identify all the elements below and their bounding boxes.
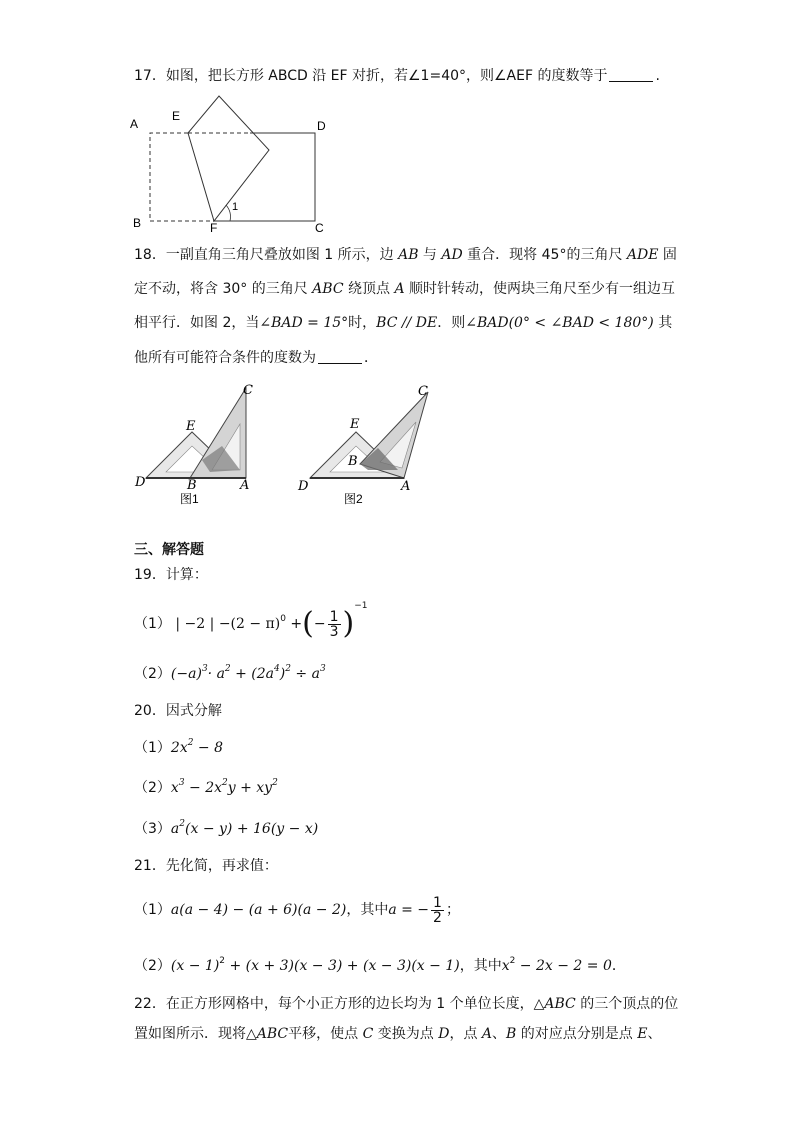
q18-line1: 18．一副直角三角尺叠放如图 1 所示，边 AB 与 AD 重合．现将 45°的三角尺 ADE 固 [134,247,677,263]
q19-part2: $(2)(-a)^3\cdot a^2 + (2a^4)^2 \div a^3$ [134,664,326,682]
fig1-label-A: A [240,478,250,493]
q17-dashed-edge [150,133,214,221]
q17-label-F: F [210,221,218,232]
q17-folded-shape [188,96,269,221]
q17-label-B: B [133,216,142,230]
fig2-label-C: C [418,384,428,399]
q22-line2: 置如图所示．现将△ABC平移，使点 C 变换为点 D，点 A、B 的对应点分别是点 E、 [134,1026,662,1042]
q20-part3: $(3)a^2(x - y) + 16(y - x)$ [134,819,319,837]
q19-part1: （1） | −2 | $-(2 - \pi)^0$ +(− $\frac{1}{3}$ )$^{-1}$ [134,601,368,641]
q22-line1: 22．在正方形网格中，每个小正方形的边长均为 1 个单位长度，△ABC 的三个顶点的位 [134,996,679,1012]
q18-line2: 定不动，将含 30° 的三角尺 ABC 绕顶点 A 顺时针转动，使两块三角尺至少有一组边互 [134,281,676,297]
q21-title: 21．先化简，再求值： [134,858,278,874]
q17-answer-blank[interactable] [609,67,653,82]
q19-fraction: $\frac{1}{3}$ [329,608,339,640]
fig2-caption: 图2 [344,492,363,506]
q21-fraction: $\frac{1}{2}$ [433,894,442,926]
q17-label-A: A [130,117,139,131]
q21-part1: （1）a(a − 4) − (a + 6)(a − 2)，其中a = − $\frac{1}{2}$ ； [134,894,460,926]
q18-figure-2 [294,380,444,510]
fig1-label-B: B [187,478,197,493]
fig2-label-E: E [350,417,360,432]
q17-text: 17．如图，把长方形 ABCD 沿 EF 对折，若∠1=40°，则∠AEF 的度数等于 . [134,68,660,84]
fig2-label-D: D [298,479,309,494]
q17-angle-arc [226,205,231,221]
q17-label-D: D [317,119,326,133]
q20-part2: $(2)x^3 - 2x^2y + xy^2$ [134,778,278,796]
q17-solid-edge [214,133,315,221]
q18-line4: 他所有可能符合条件的度数为 ． [134,350,378,366]
fig2-label-B: B [348,454,358,469]
q19-title: 19．计算： [134,567,208,583]
q17-label-C: C [315,221,324,232]
q17-figure [126,92,336,232]
q20-title: 20．因式分解 [134,703,222,719]
fig1-label-C: C [243,383,253,398]
q18-figure-1 [130,380,260,510]
q18-answer-blank[interactable] [318,349,362,364]
q17-label-angle1: 1 [232,201,239,213]
q20-part1: $(1)2x^2 - 8$ [134,738,224,756]
fig1-label-E: E [186,419,196,434]
q17-label-E: E [172,109,181,123]
fig1-label-D: D [135,475,146,490]
section-3-title: 三、解答题 [134,542,204,558]
fig2-label-A: A [401,479,411,494]
fig1-caption: 图1 [180,492,199,506]
q21-part2: $(2)(x - 1)^2 + (x + 3)(x - 3) + (x - 3)(x - 1)$，其中$x^2 - 2x - 2 = 0$． [134,956,626,974]
q18-line3: 相平行．如图 2，当∠BAD = 15°时，BC // DE．则∠BAD(0° < ∠BAD < 180°) 其 [134,315,673,331]
